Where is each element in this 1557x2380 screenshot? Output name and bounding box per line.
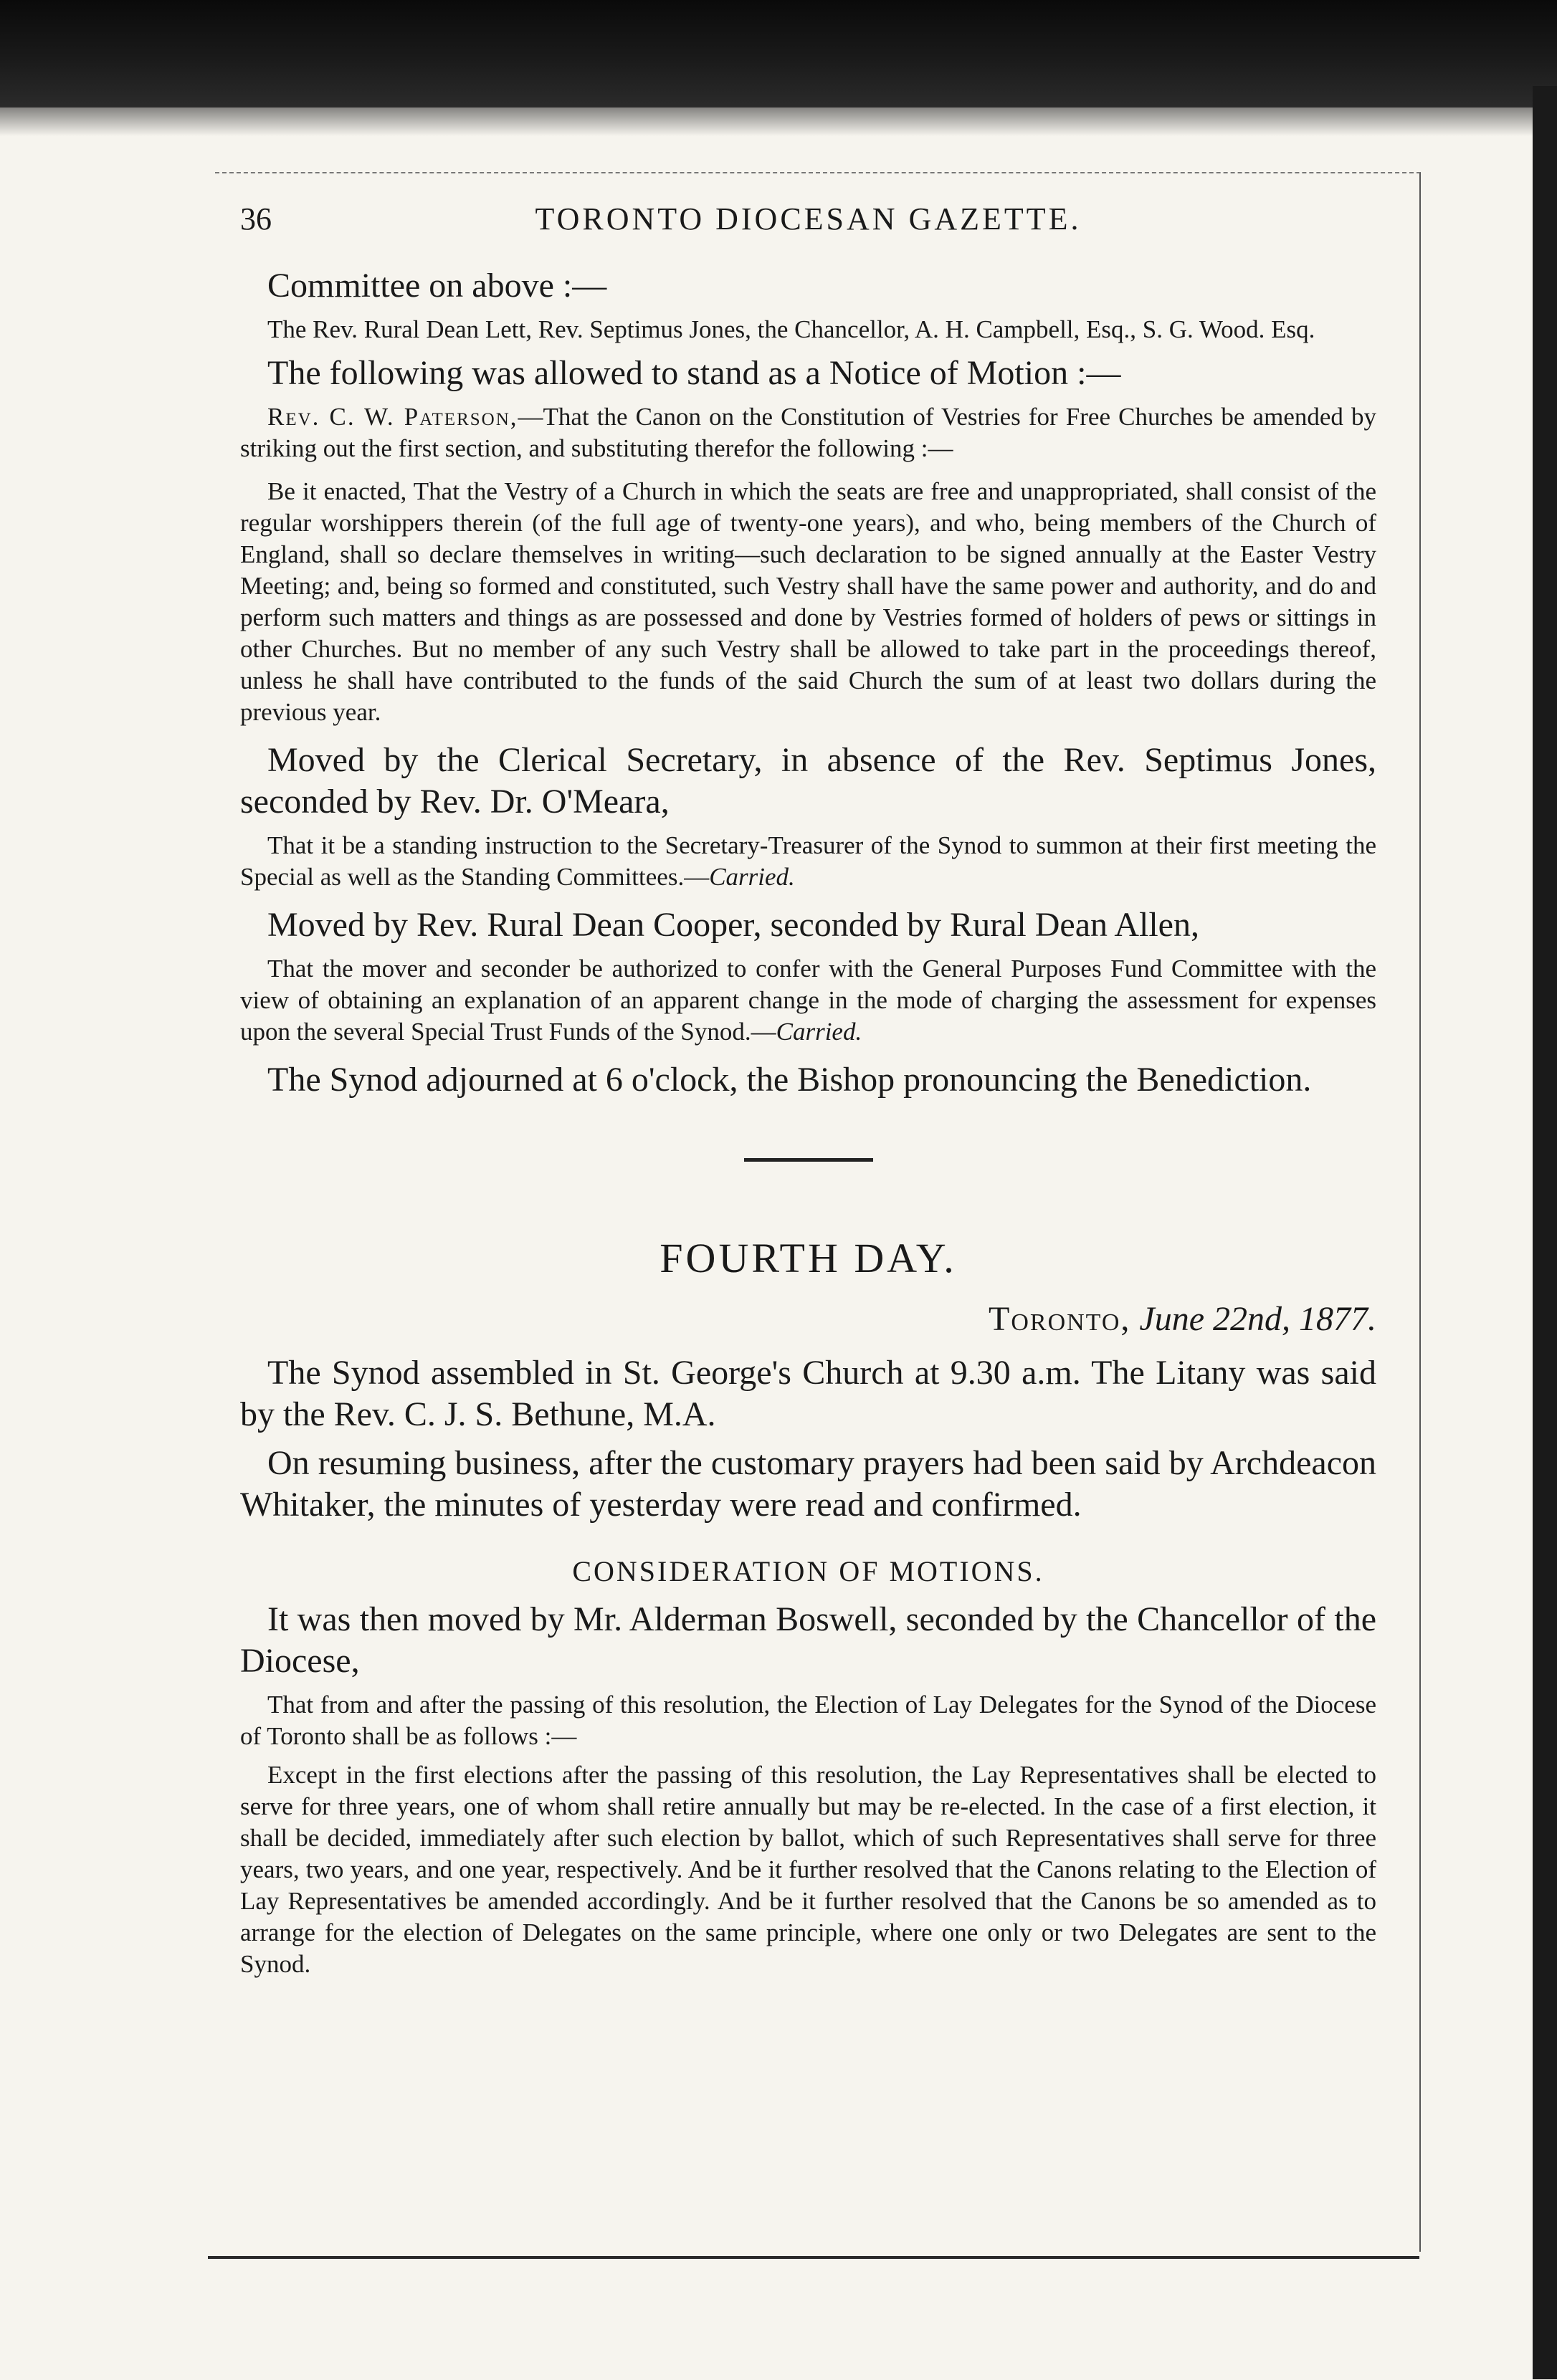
standing-instruction bbox=[240, 830, 1376, 893]
fourth-day-heading: FOURTH DAY. bbox=[660, 1235, 957, 1281]
consideration-of-motions-heading: CONSIDERATION OF MOTIONS. bbox=[572, 1555, 1044, 1587]
vestry-enactment: Be it enacted, That the Vestry of a Church in which the seats are free and unappropriated, shall consist of the regular worshippers therein (of the full age of twenty-one years), and who, being members of the Church of England, shall so declare themselves in writing—such declaration to be signed annually at the Easter Vestry Meeting; and, being so formed and constituted, such Vestry shall have the same power and authority, and do and perform such matters and things as are possessed and done by Vestries formed of holders of pews or sittings in other Churches. But no member of any such Vestry shall be allowed to take part in the proceedings thereof, unless he shall have contributed to the funds of the said Church the sum of at least two dollars during the previous year. bbox=[240, 477, 1376, 726]
synod-assembled: The Synod assembled in St. George's Church at 9.30 a.m. The Litany was said by the Rev. C. J. S. Bethune, M.A. bbox=[240, 1354, 1376, 1433]
cooper-motion: Moved by Rev. Rural Dean Cooper, seconded by Rural Dean Allen, bbox=[267, 906, 1199, 944]
general-purposes-resolution bbox=[240, 953, 1376, 1048]
running-head bbox=[240, 201, 1376, 258]
lay-delegates-resolution: That from and after the passing of this resolution, the Election of Lay Delegates for the Synod of the Diocese of Toronto shall be as follows :— bbox=[240, 1691, 1376, 1750]
general-purposes-text: That the mover and seconder be authorized to confer with the General Purposes Fund Committee with the view of obtaining an explanation of an apparent change in the mode of charging the assessment for expenses upon the several Special Trust Funds of the Synod.— bbox=[240, 955, 1376, 1046]
dateline-place: Toronto, bbox=[989, 1300, 1131, 1338]
gazette-title: TORONTO DIOCESAN GAZETTE. bbox=[535, 201, 1082, 236]
paterson-motion bbox=[240, 401, 1376, 464]
adjournment-notice: The Synod adjourned at 6 o'clock, the Bishop pronouncing the Benediction. bbox=[267, 1061, 1312, 1099]
bottom-rule bbox=[208, 2256, 1419, 2259]
resuming-business: On resuming business, after the customary prayers had been said by Archdeacon Whitaker, the minutes of yesterday were read and confirmed. bbox=[240, 1444, 1376, 1524]
mover-name: Rev. C. W. Paterson, bbox=[267, 403, 518, 431]
dateline bbox=[240, 1298, 1376, 1341]
dateline-date: June 22nd, 1877. bbox=[1139, 1300, 1376, 1338]
scan-shadow bbox=[0, 107, 1557, 136]
carried-label: Carried. bbox=[709, 863, 795, 891]
committee-heading: Committee on above :— bbox=[267, 267, 607, 305]
gazette-page bbox=[240, 201, 1376, 1980]
boswell-motion: It was then moved by Mr. Alderman Boswell, seconded by the Chancellor of the Diocese, bbox=[240, 1600, 1376, 1680]
paterson-motion-text: —That the Canon on the Constitution of Vestries for Free Churches be amended by striking out the first section, and substituting therefor the following :— bbox=[240, 403, 1376, 462]
carried-label: Carried. bbox=[776, 1018, 862, 1046]
clerical-secretary-motion: Moved by the Clerical Secretary, in absence of the Rev. Septimus Jones, seconded by Rev. Dr. O'Meara, bbox=[240, 741, 1376, 821]
page-number: 36 bbox=[240, 201, 272, 236]
scan-dark-border-right bbox=[1533, 86, 1557, 2379]
committee-members: The Rev. Rural Dean Lett, Rev. Septimus Jones, the Chancellor, A. H. Campbell, Esq., S. G. Wood. Esq. bbox=[267, 315, 1315, 343]
lay-representatives-election: Except in the first elections after the passing of this resolution, the Lay Representatives shall be elected to serve for three years, one of whom shall retire annually but may be re-elected. In the case of a first election, it shall be decided, immediately after such election by ballot, which of such Representatives shall serve for three years, two years, and one year, respectively. And be it further resolved that the Canons relating to the Election of Lay Representatives be amended accordingly. And be it further resolved that the Canons be so amended as to arrange for the election of Delegates on the same principle, where one only or two Delegates are sent to the Synod. bbox=[240, 1761, 1376, 1978]
standing-instruction-text: That it be a standing instruction to the Secretary-Treasurer of the Synod to summon at their first meeting the Special as well as the Standing Committees.— bbox=[240, 831, 1376, 891]
notice-of-motion-intro: The following was allowed to stand as a Notice of Motion :— bbox=[267, 354, 1121, 392]
scan-dark-border-top bbox=[0, 0, 1557, 107]
section-divider bbox=[744, 1158, 873, 1162]
